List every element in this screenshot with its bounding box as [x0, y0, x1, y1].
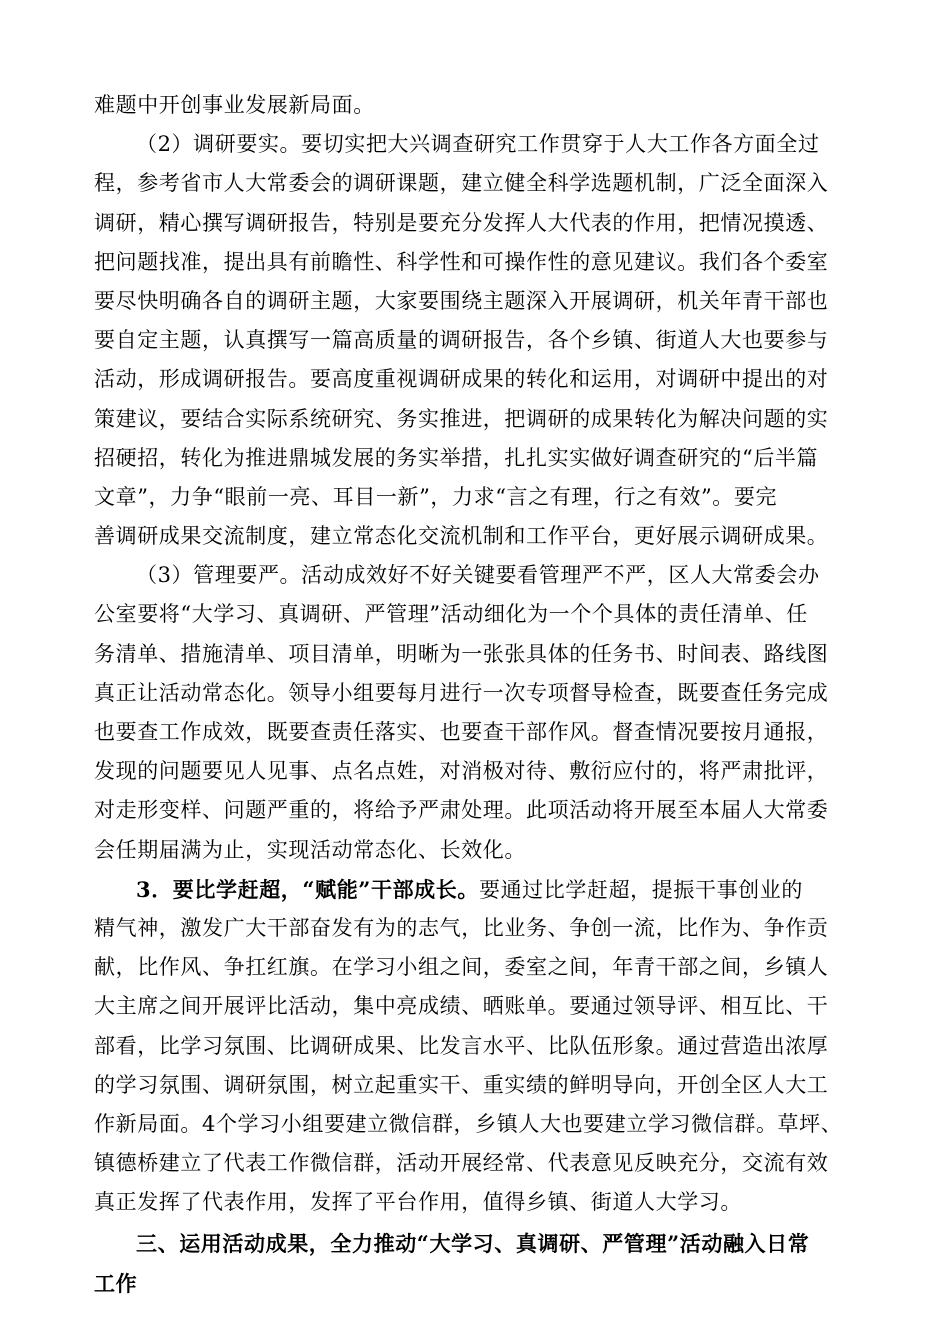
document-body: [94, 86, 872, 1303]
section-heading-3: 三、运用活动成果，全力推动“大学习、真调研、严管理”活动融入日常: [136, 1231, 810, 1257]
paragraph-line: 的学习氛围、调研氛围，树立起重实干、重实绩的鲜明导向，开创全区人大工: [94, 1072, 829, 1097]
paragraph-line: 会任期届满为止，实现活动常态化、长效化。: [94, 837, 526, 862]
section-3-first-line: [94, 870, 872, 909]
paragraph-line: 活动，形成调研报告。要高度重视调研成果的转化和运用，对调研中提出的对: [94, 367, 829, 392]
paragraph-line: 调研，精心撰写调研报告，特别是要充分发挥人大代表的作用，把情况摸透、: [94, 210, 829, 235]
paragraph-line: 文章”，力争“眼前一亮、耳目一新”，力求“言之有理，行之有效”。要完: [94, 484, 778, 509]
paragraph-line: 献，比作风、争扛红旗。在学习小组之间，委室之间，年青干部之间，乡镇人: [94, 955, 829, 980]
paragraph-line: 要自定主题，认真撰写一篇高质量的调研报告，各个乡镇、街道人大也要参与: [94, 328, 829, 353]
paragraph-line: 发现的问题要见人见事、点名点姓，对消极对待、敷衍应付的，将严肃批评，: [94, 759, 829, 784]
paragraph-line: 招硬招，转化为推进鼎城发展的务实举措，扎扎实实做好调查研究的“后半篇: [94, 445, 819, 470]
paragraph-line: （3）管理要严。活动成效好不好关键要看管理严不严，区人大常委会办: [136, 563, 820, 588]
paragraph-line: 镇德桥建立了代表工作微信群，活动开展经常、代表意见反映充分，交流有效: [94, 1151, 829, 1176]
paragraph-line: 大主席之间开展评比活动，集中亮成绩、晒账单。要通过领导评、相互比、干: [94, 994, 829, 1019]
paragraph-line: 真正发挥了代表作用，发挥了平台作用，值得乡镇、街道人大学习。: [94, 1190, 742, 1215]
paragraph-line: 善调研成果交流制度，建立常态化交流机制和工作平台，更好展示调研成果。: [94, 524, 829, 549]
paragraph-line: 要尽快明确各自的调研主题，大家要围绕主题深入开展调研，机关年青干部也: [94, 288, 829, 313]
paragraph-line: 也要查工作成效，既要查责任落实、也要查干部作风。督查情况要按月通报，: [94, 720, 829, 744]
paragraph-line: 程，参考省市人大常委会的调研课题，建立健全科学选题机制，广泛全面深入: [94, 171, 829, 196]
paragraph-line: 真正让活动常态化。领导小组要每月进行一次专项督导检查，既要查任务完成: [94, 680, 829, 705]
paragraph-line: 公室要将“大学习、真调研、严管理”活动细化为一个个具体的责任清单、任: [94, 602, 808, 627]
paragraph-line: 把问题找准，提出具有前瞻性、科学性和可操作性的意见建议。我们各个委室: [94, 249, 829, 274]
section-heading-3-continued: 工作: [94, 1270, 138, 1296]
paragraph-line: 对走形变样、问题严重的，将给予严肃处理。此项活动将开展至本届人大常委: [94, 798, 829, 823]
section-3-text: 要通过比学赶超，提振干事创业的: [478, 877, 803, 902]
paragraph-line: 务清单、措施清单、项目清单，明晰为一张张具体的任务书、时间表、路线图: [94, 641, 829, 666]
paragraph-line: 策建议，要结合实际系统研究、务实推进，把调研的成果转化为解决问题的实: [94, 406, 829, 431]
paragraph-line: （2）调研要实。要切实把大兴调查研究工作贯穿于人大工作各方面全过: [136, 132, 820, 157]
section-3-heading: 3．要比学赶超，“赋能”干部成长。: [136, 876, 479, 902]
paragraph-line: 部看，比学习氛围、比调研成果、比发言水平、比队伍形象。通过营造出浓厚: [94, 1033, 829, 1058]
paragraph-line: 难题中开创事业发展新局面。: [94, 93, 375, 117]
paragraph-line: 作新局面。4个学习小组要建立微信群，乡镇人大也要建立学习微信群。草坪、: [94, 1111, 843, 1136]
paragraph-line: 精气神，激发广大干部奋发有为的志气，比业务、争创一流，比作为、争作贡: [94, 915, 829, 940]
